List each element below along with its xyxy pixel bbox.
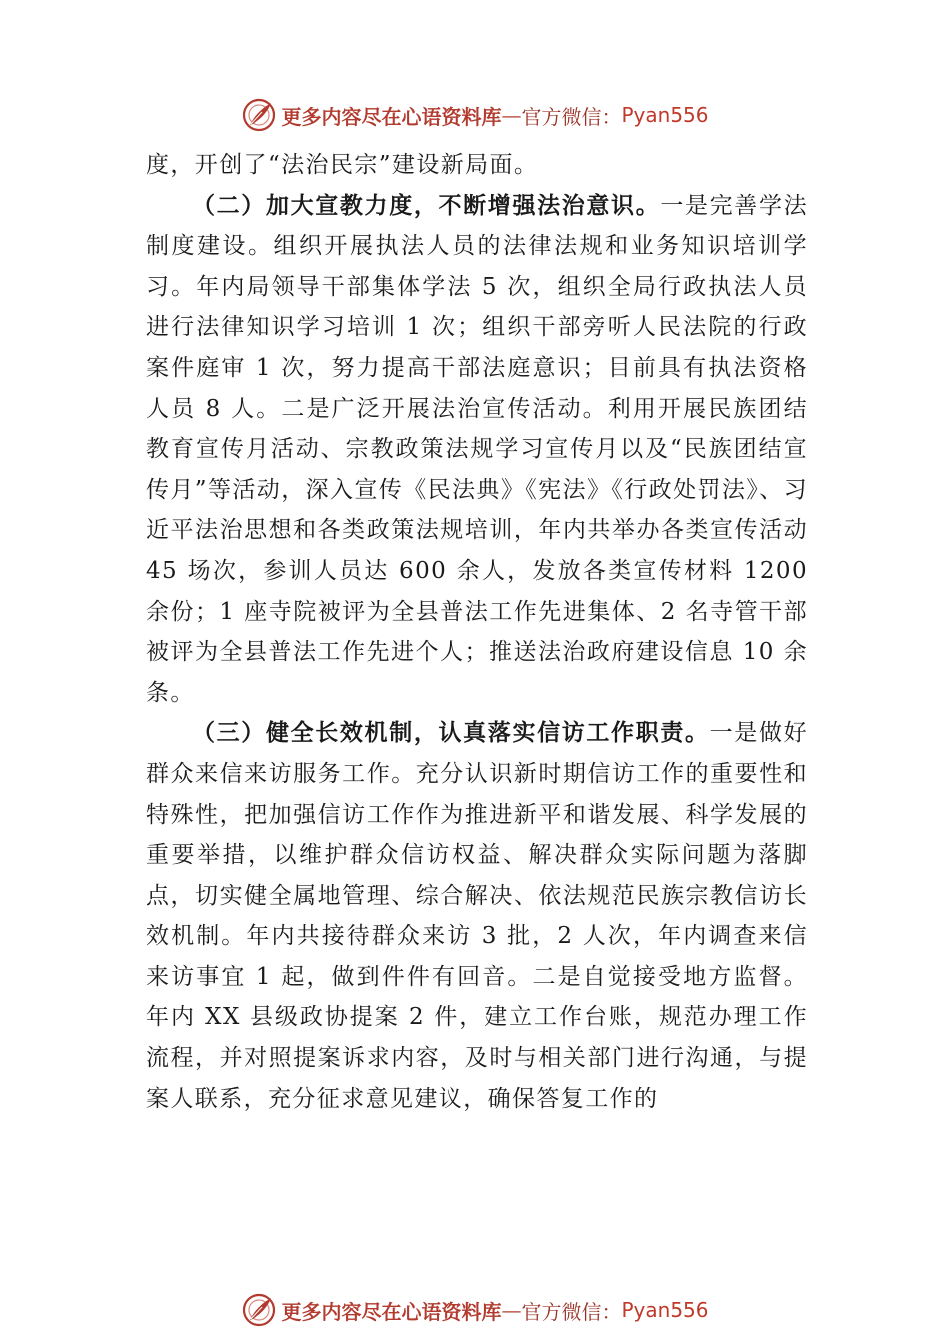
section-heading: （二）加大宣教力度，不断增强法治意识。 (192, 191, 661, 219)
banner-separator: — (501, 1298, 522, 1322)
footer-banner (0, 1290, 950, 1330)
section-heading: （三）健全长效机制，认真落实信访工作职责。 (192, 719, 710, 747)
banner-separator: — (501, 103, 522, 127)
banner-wechat-label: 官方微信： (521, 1299, 622, 1324)
quill-pen-logo-icon (241, 1292, 277, 1328)
paragraph-section-three (146, 713, 808, 1119)
paragraph-body: 度，开创了“法治民宗”建设新局面。 (146, 152, 539, 178)
banner-account: Pyan556 (621, 1298, 709, 1322)
paragraph-body: 一是做好群众来信来访服务工作。充分认识新时期信访工作的重要性和特殊性，把加强信访工作作为推进新平和谐发展、科学发展的重要举措，以维护群众信访权益、解决群众实际问题为落脚点，切实健全属地管理、综合解决、依法规范民族宗教信访长效机制。年内共接待群众来访 3 批，2 人次，年内调查来信来访事宜 1 起，做到件件有回音。二是自觉接受地方监督。年内 XX 县级政协提案 2 件，建立工作台账，规范办理工作流程，并对照提案诉求内容，及时与相关部门进行沟通，与提案人联系，充分征求意见建议，确保答复工作的 (146, 720, 808, 1112)
header-banner (0, 95, 950, 135)
quill-pen-logo-icon (241, 97, 277, 133)
document-body (146, 145, 808, 1119)
paragraph-continuation (146, 145, 808, 186)
banner-brand: 更多内容尽在心语资料库 (281, 104, 502, 129)
paragraph-body: 一是完善学法制度建设。组织开展执法人员的法律法规和业务知识培训学习。年内局领导干部集体学法 5 次，组织全局行政执法人员进行法律知识学习培训 1 次；组织干部旁听人民法院的行政案件庭审 1 次，努力提高干部法庭意识；目前具有执法资格人员 8 人。二是广泛开展法治宣传活动。利用开展民族团结教育宣传月活动、宗教政策法规学习宣传月以及“民族团结宣传月”等活动，深入宣传《民法典》《宪法》《行政处罚法》、习近平法治思想和各类政策法规培训，年内共举办各类宣传活动 45 场次，参训人员达 600 余人，发放各类宣传材料 1200 余份；1 座寺院被评为全县普法工作先进集体、2 名寺管干部被评为全县普法工作先进个人；推送法治政府建设信息 10 余条。 (146, 192, 808, 706)
banner-account: Pyan556 (621, 103, 709, 127)
banner-brand: 更多内容尽在心语资料库 (281, 1299, 502, 1324)
paragraph-section-two (146, 186, 808, 714)
banner-wechat-label: 官方微信： (521, 104, 622, 129)
